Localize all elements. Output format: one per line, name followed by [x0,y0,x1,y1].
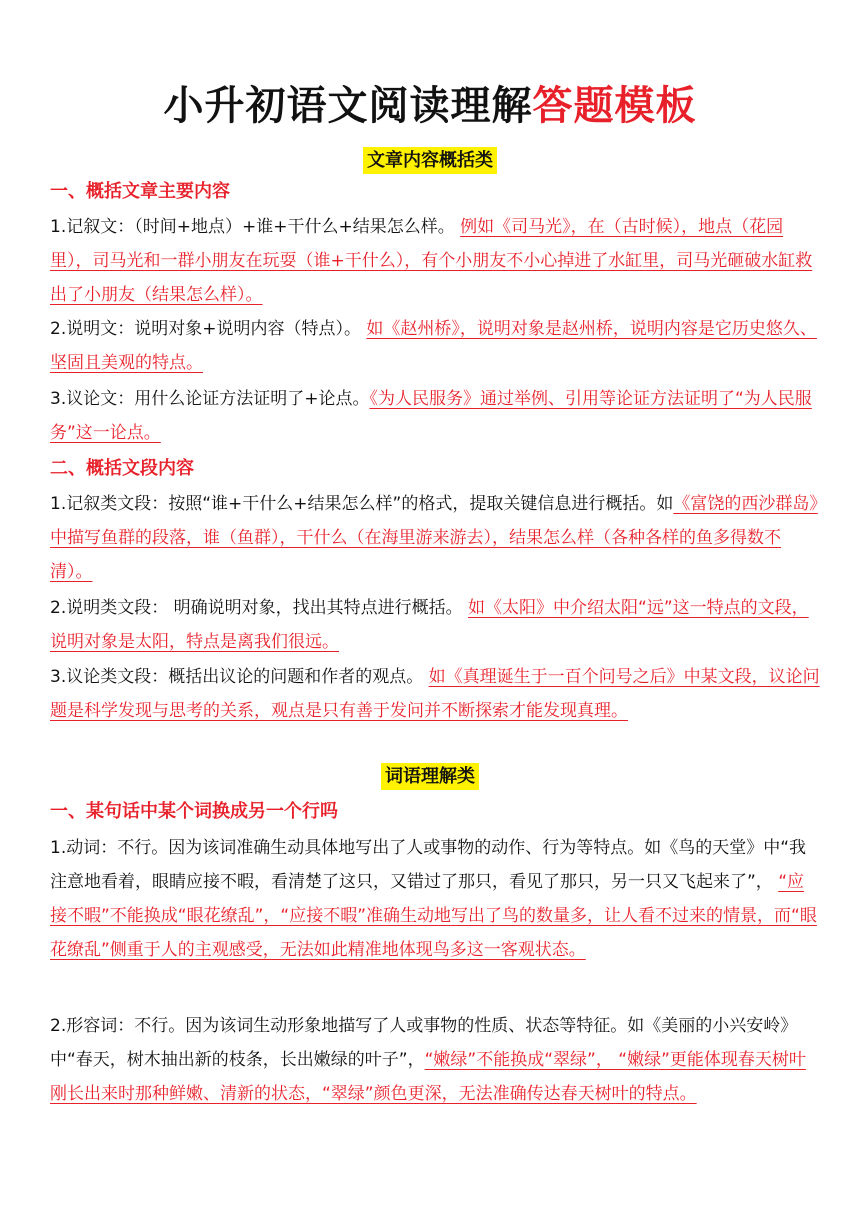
item-narrative: 1.记叙文：（时间+地点）+谁+干什么+结果怎么样。 例如《司马光》，在（古时候），地点（花园里），司马光和一群小朋友在玩耍（谁+干什么），有个小朋友不小心掉进了水缸里，司马光砸破水缸救出了小朋友（结果怎么样）。 [50,217,813,305]
example: 如《赵州桥》，说明对象是赵州桥，说明内容是它历史悠久、坚固且美观的特点。 [50,319,817,373]
example: 《富饶的西沙群岛》中描写鱼群的段落，谁（鱼群），干什么（在海里游来游去），结果怎么样（各种各样的鱼多得数不清）。 [50,494,818,582]
heading-word-replace: 一、某句话中某个词换成另一个行吗 [50,801,338,822]
example: 如《真理诞生于一百个问号之后》中某文段，议论问题是科学发现与思考的关系，观点是只有善于发问并不断探索才能发现真理。 [50,667,820,721]
section-tag-words: 词语理解类 [0,762,860,788]
title-black: 小升初语文阅读理解 [163,83,533,129]
item-adjective: 2.形容词：不行。因为该词生动形象地描写了人或事物的性质、状态等特征。如《美丽的小兴安岭》中“春天，树木抽出新的枝条，长出嫩绿的叶子”，“嫩绿”不能换成“翠绿”， “嫩绿”更能体现春天树叶刚长出来时那种鲜嫩、清新的状态，“翠绿”颜色更深，无法准确传达春天树叶的特点。 [50,1016,806,1104]
example: 例如《司马光》，在（古时候），地点（花园里），司马光和一群小朋友在玩耍（谁+干什么），有个小朋友不小心掉进了水缸里，司马光砸破水缸救出了小朋友（结果怎么样）。 [50,217,813,305]
example: “嫩绿”不能换成“翠绿”， “嫩绿”更能体现春天树叶刚长出来时那种鲜嫩、清新的状态，“翠绿”颜色更深，无法准确传达春天树叶的特点。 [50,1050,806,1104]
section-tag-summary: 文章内容概括类 [0,146,860,172]
heading-main-content: 一、概括文章主要内容 [50,181,230,202]
item-narrative-paragraph: 1.记叙类文段：按照“谁+干什么+结果怎么样”的格式，提取关键信息进行概括。如《富饶的西沙群岛》中描写鱼群的段落，谁（鱼群），干什么（在海里游来游去），结果怎么样（各种各样的鱼多得数不清）。 [50,494,818,582]
title-red: 答题模板 [532,83,697,129]
item-verb: 1.动词：不行。因为该词准确生动具体地写出了人或事物的动作、行为等特点。如《鸟的天堂》中“我注意地看着，眼睛应接不暇，看清楚了这只，又错过了那只，看见了那只，另一只又飞起来了”， “应接不暇”不能换成“眼花缭乱”，“应接不暇”准确生动地写出了鸟的数量多，让人看不过来的情景，而“眼花缭乱”侧重于人的主观感受，无法如此精准地体现鸟多这一客观状态。 [50,838,817,960]
heading-paragraph-content: 二、概括文段内容 [50,458,194,479]
item-argumentative: 3.议论文：用什么论证方法证明了+论点。《为人民服务》通过举例、引用等论证方法证明了“为人民服务”这一论点。 [50,389,812,443]
example: “应接不暇”不能换成“眼花缭乱”，“应接不暇”准确生动地写出了鸟的数量多，让人看不过来的情景，而“眼花缭乱”侧重于人的主观感受，无法如此精准地体现鸟多这一客观状态。 [50,872,817,960]
page-title [0,80,860,132]
example: 如《太阳》中介绍太阳“远”这一特点的文段，说明对象是太阳，特点是离我们很远。 [50,598,809,652]
example: 《为人民服务》通过举例、引用等论证方法证明了“为人民服务”这一论点。 [50,389,812,443]
item-argumentative-paragraph: 3.议论类文段：概括出议论的问题和作者的观点。 如《真理诞生于一百个问号之后》中某文段，议论问题是科学发现与思考的关系，观点是只有善于发问并不断探索才能发现真理。 [50,667,820,721]
item-expository: 2.说明文：说明对象+说明内容（特点）。 如《赵州桥》，说明对象是赵州桥，说明内容是它历史悠久、坚固且美观的特点。 [50,319,817,373]
item-expository-paragraph: 2.说明类文段： 明确说明对象，找出其特点进行概括。 如《太阳》中介绍太阳“远”这一特点的文段，说明对象是太阳，特点是离我们很远。 [50,598,809,652]
